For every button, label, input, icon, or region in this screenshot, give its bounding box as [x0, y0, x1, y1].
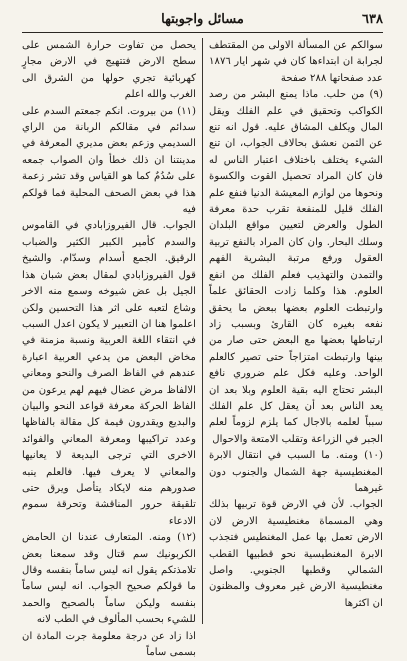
running-header [22, 10, 383, 33]
column-divider [202, 38, 203, 624]
paragraph: يحصل من تفاوت حرارة الشمس على سطح الارض فتتهيج في الارض مجارٍ كهربائية تجري حولها من الشرق الى الغرب والله اعلم [22, 40, 196, 101]
page-number: ٦٣٨ [362, 12, 383, 27]
text-columns [22, 38, 383, 659]
paragraph: الجواب. قال الفيروزابادي في القاموس والسدم كأمير الكبير الكثير والضباب الرقيق. الجمع أسدام وسدّام. والشيخ قول الفيروزابادي لمقال بعض شبان هذا الجيل بل عض شيوخه وسمع منه الاخر وشاع لتعبه على اثر هذا التحسين ولكن اعلموا هنا ان التعبير لا يكون اعدل السبب في انتقاء اللغة العربية ونسبة مزمنة في مخاض البعض من يدعي العربية اعبارة عندهم في الفاظ الصرف والنحو ومعاني الالفاظ مرض عضال فيهم لهم يرعون من الفاظ الحركة معرفة قواعد النحو والبيان والبديع ويقدرون قيمة كل مقالة بالفاظها وعدد تراكيبها ومعرفة المعاني والفوائد الاخرى التي ترجى البديعة لا يعانيها والمعاني لا يعرف فيها. فالعلم ينبه صدورهم منه لايكاد يتأصل ويرق حتى تلقيقة حرور المناقشة وتحرقة سموم الادعاء [22, 220, 196, 527]
left-column [22, 38, 196, 659]
paragraph: (١٠) ومنه. ما السبب في انتقال الابرة المغنطيسية جهة الشمال والجنوب دون غيرهما [209, 450, 383, 494]
paragraph: اذا زاد عن درجة معلومة جرت المادة ان بسمى ساماً [22, 630, 196, 659]
paragraph: (١١) من بيروت. انكم جمعتم السدم على سدائم في مقالكم الربانة من الراي السديمي وزعم بعض مديري المعرفة في مدينتنا ان ذلك خطأ وان الصواب جمعه على سُدُمٌ كما هو القياس وقد تشر زعمة هذا في بعض الصحف المحلية فما قولكم فيه [22, 105, 196, 216]
header-title: مسائل واجوبتها [161, 12, 244, 27]
paragraph: (٩) من حلب. ماذا يمنع البشر من رصد الكواكب وتحقيق في علم الفلك ويقل المال ويكلف المشاق عليه. قول انه تنع عن الثمن نعشق بحالاف الجواب، ان تنع الشيء يختلف باختلاف اعتبار الناس له فان كان المراد تحصيل القوت والكسوة ونحوها من لوازم المعيشة الدنيا فنفع علم الفلك قليل للمنفعة تقرب حدة معرفة الطول والعرض لتعيين مواقع البلدان وسلك البحار. وان كان المراد بالنفع تربية العقول ورفع مرتبة البشرية الفهم والتمدن والتهذيب فعلم الفلك من انفع العلوم. هذا وكلما زادت الحقائق علماً وارتبطت العلوم بعضها ببعض ما يحقق نفعه بغيره كان القارئ وبسبب زاد ارتباطها بعضها مع البعض حتى صار من بينها وارتبطت امتزاجاً حتى تصير كالعلم الواحد. وعليه فكل علم ضروري نافع البشر تحتاج اليه بقية العلوم وبلا بعد ان يعد الناس بعد أن يعقل كل علم الفلك سبباً لعلمه بالاجال كما يلزم لزوماً لعلم الجبر في الزراعة وتقلب الامتعة والاحوال [209, 89, 383, 445]
paragraph: (١٢) ومنه. المتعارف عندنا ان الحامض الكربونيك سم قتال وقد سمعنا بعض تلامذتكم يقول انه ليس ساماً بنفسه وقال ما قولكم صحيح الجواب. انه ليس ساماً بنفسه وليكن ساماً بالصحيح والحمد للشيء بحسب المألوف في الطب لانه [22, 532, 196, 626]
right-column [209, 38, 383, 624]
paragraph: الجواب. لأن في الارض قوة تربيها بذلك وهي المسماة مغنطيسية الارض لان الارض تعمل بها عمل المغنطيس فتجذب الابرة المغنطيسية نحو قطبيها القطب الشمالي وقطبها الجنوبي. واصل مغنطيسية الارض غير معروف والمظنون ان اكثرها [209, 499, 383, 609]
paragraph: سوالكم عن المسألة الاولى من المقتطف لجرابة ان ابتداءها كان في شهر ايار ١٨٧٦ عدد صفحاتها ٢٨٨ صفحة [209, 40, 383, 84]
